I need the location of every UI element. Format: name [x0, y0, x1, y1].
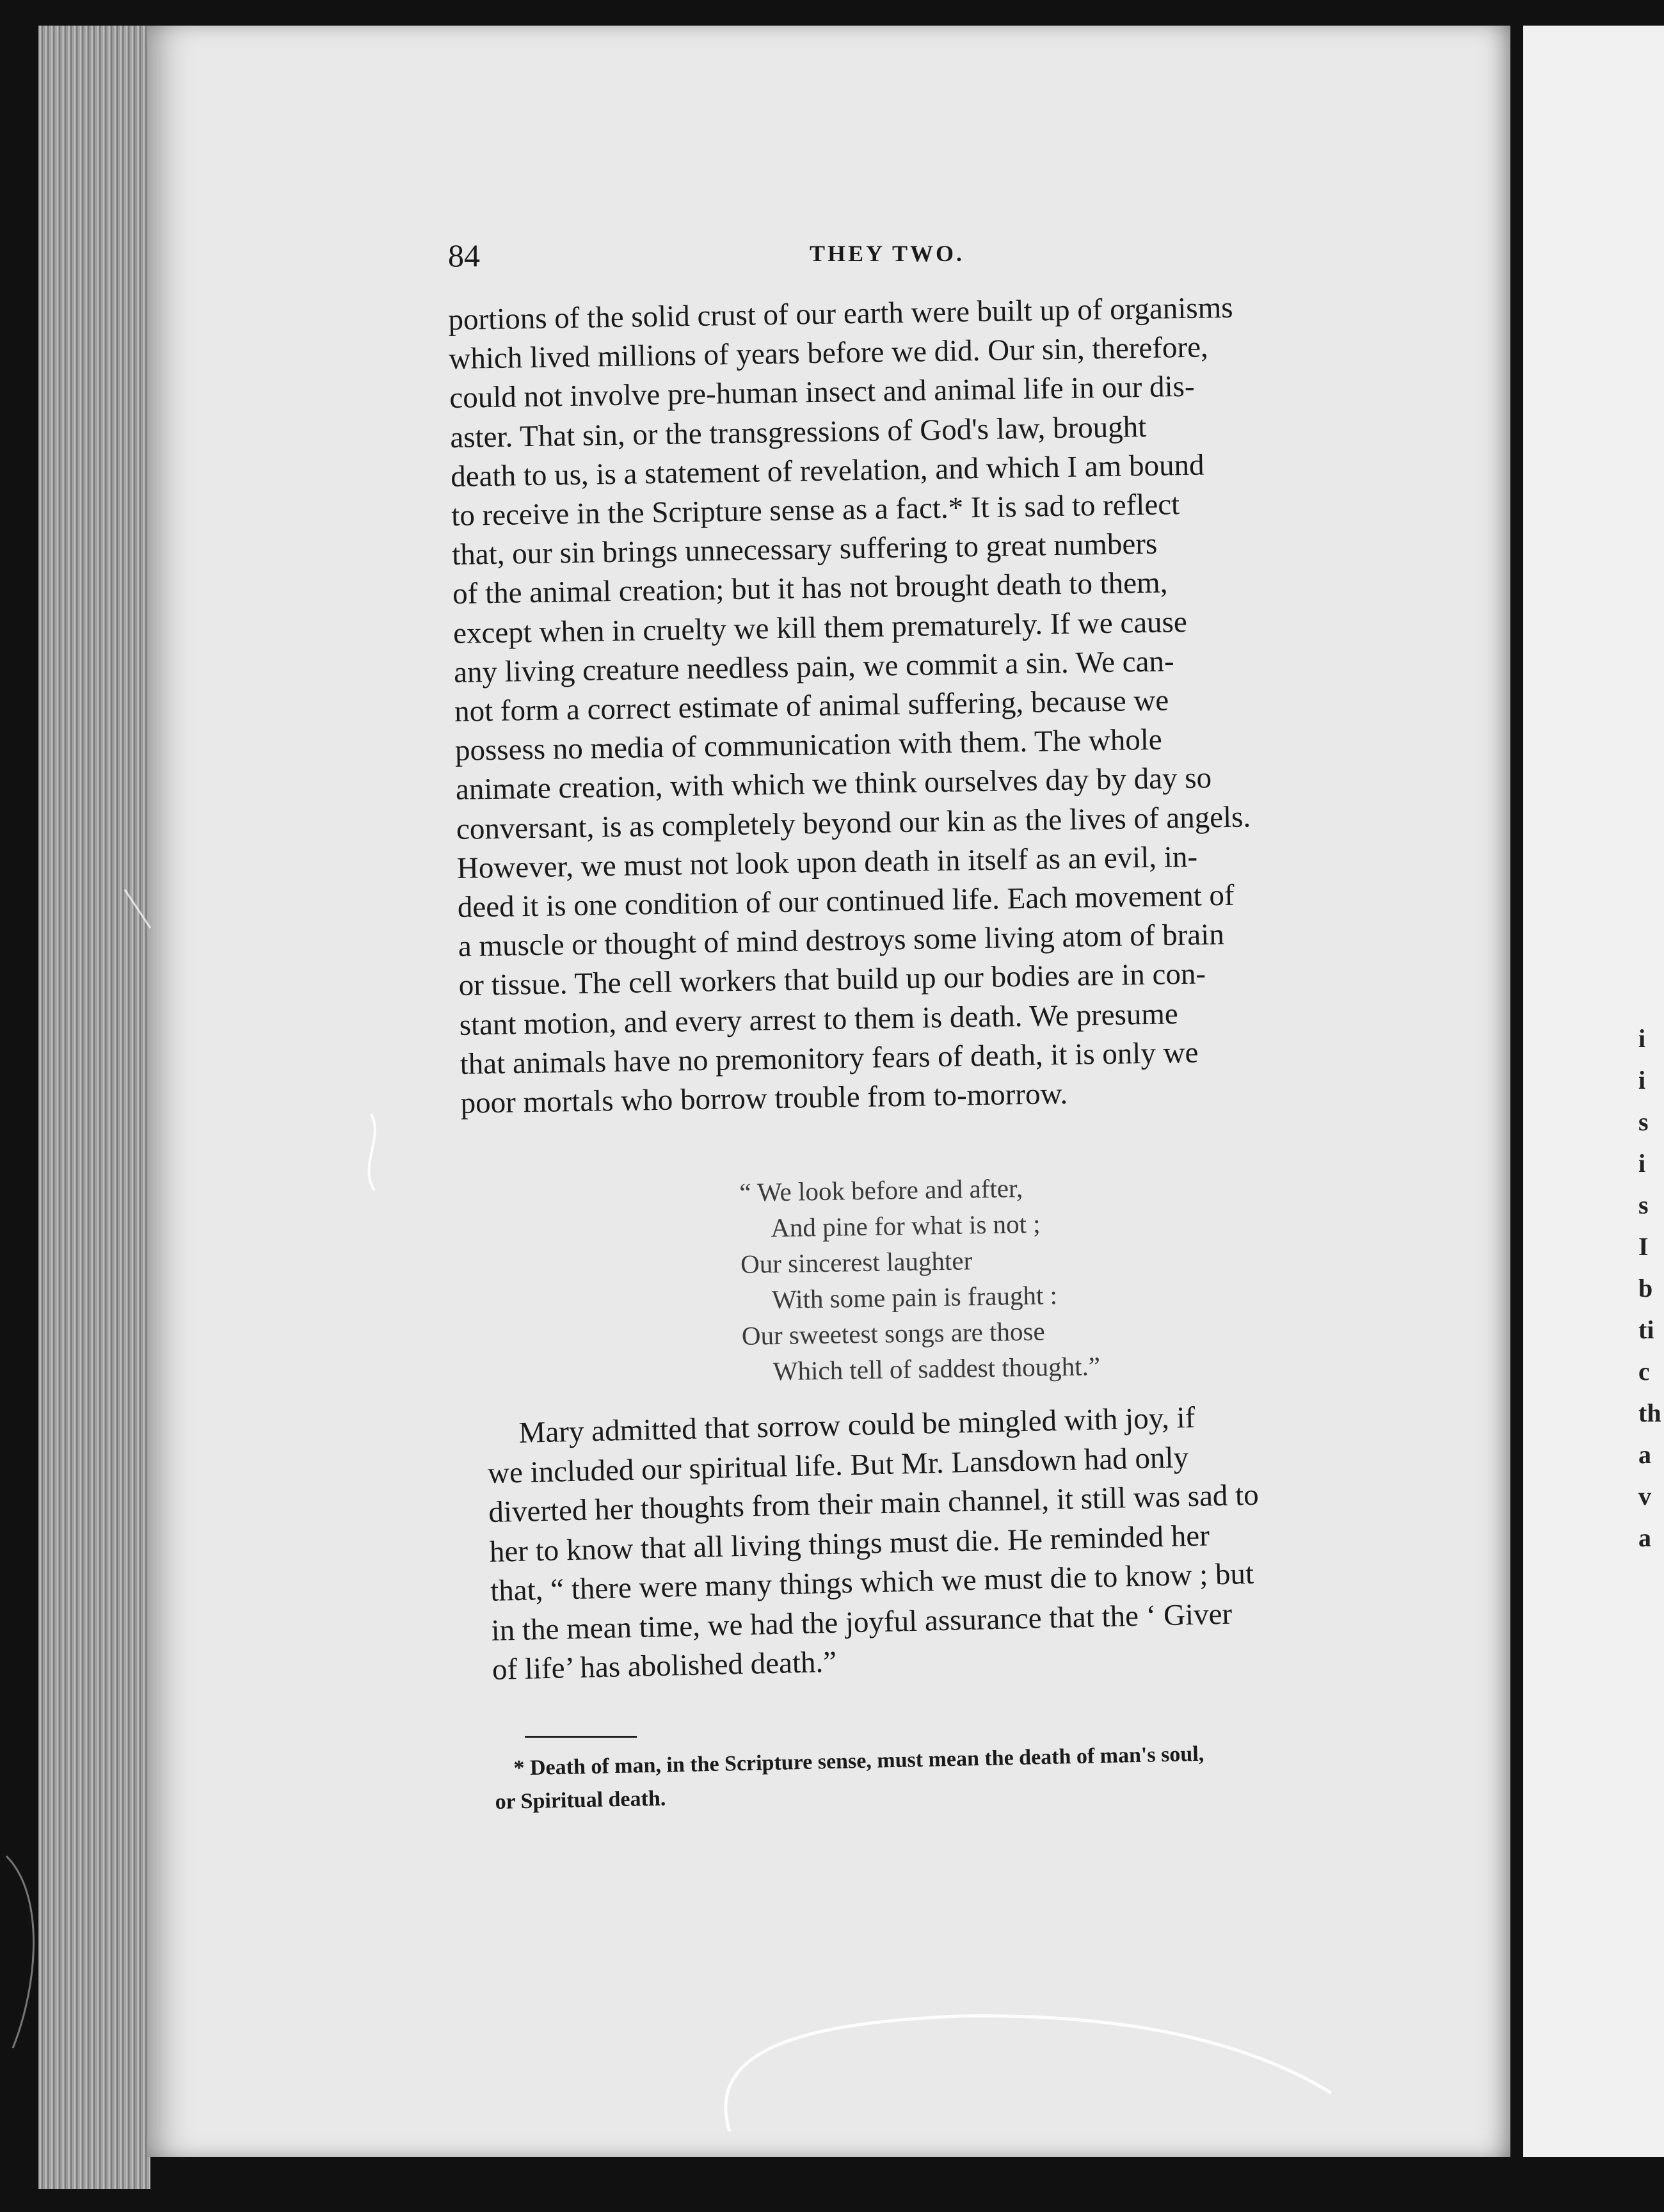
text-line: portions of the solid crust of our earth were built up of organisms: [448, 291, 1233, 337]
text-line: which lived millions of years before we did. Our sin, therefore,: [449, 330, 1209, 376]
facing-page-fragment: s: [1638, 1190, 1649, 1219]
text-line: death to us, is a statement of revelation, and which I am bound: [450, 448, 1204, 493]
facing-page-fragment: a: [1638, 1440, 1651, 1469]
footnote-line: or Spiritual death.: [495, 1786, 666, 1814]
text-line: of the animal creation; but it has not brought death to them,: [452, 566, 1168, 611]
page-number: 84: [448, 237, 480, 273]
text-line: possess no media of communication with them. The whole: [454, 723, 1163, 768]
text-line: stant motion, and every arrest to them is death. We presume: [459, 997, 1179, 1042]
text-line: that, “ there were many things which we must die to know ; but: [490, 1557, 1254, 1608]
text-line: could not involve pre-human insect and animal life in our dis-: [449, 370, 1195, 415]
verse-line: Our sweetest songs are those: [741, 1316, 1045, 1350]
running-title: THEY TWO.: [810, 241, 965, 266]
text-line: that, our sin brings unnecessary suffering to great numbers: [451, 527, 1158, 572]
facing-page-fragment: a: [1638, 1523, 1651, 1552]
text-line: a muscle or thought of mind destroys some living atom of brain: [458, 918, 1225, 964]
facing-page-fragment: i: [1638, 1149, 1646, 1178]
facing-page-fragment: I: [1638, 1232, 1649, 1261]
verse-line: With some pain is fraught :: [771, 1280, 1058, 1315]
text-line: conversant, is as completely beyond our kin as the lives of angels.: [456, 800, 1251, 846]
facing-page-fragment: th: [1638, 1399, 1661, 1427]
text-line: any living creature needless pain, we commit a sin. We can-: [453, 645, 1174, 689]
facing-page-fragment: v: [1638, 1482, 1651, 1511]
text-line: poor mortals who borrow trouble from to-morrow.: [460, 1077, 1068, 1120]
text-line: Mary admitted that sorrow could be mingled with joy, if: [518, 1400, 1196, 1450]
text-line: not form a correct estimate of animal suffering, because we: [454, 684, 1169, 728]
second-paragraph: [486, 1394, 1388, 1690]
text-line: of life’ has abolished death.”: [492, 1645, 837, 1687]
text-line: to receive in the Scripture sense as a fact.* It is sad to reflect: [451, 488, 1180, 533]
book-page-edges: [38, 26, 150, 2189]
text-line: we included our spiritual life. But Mr. Lansdown had only: [487, 1440, 1189, 1490]
text-line: her to know that all living things must die. He reminded her: [489, 1518, 1210, 1569]
text-line: in the mean time, we had the joyful assurance that the ‘ Giver: [491, 1597, 1233, 1647]
verse-line: And pine for what is not ;: [770, 1208, 1041, 1243]
text-line: aster. That sin, or the transgressions of God's law, brought: [449, 410, 1147, 454]
facing-page-fragment: i: [1638, 1024, 1646, 1053]
text-line: that animals have no premonitory fears of death, it is only we: [460, 1036, 1199, 1081]
facing-page-text: [1638, 1018, 1664, 1559]
facing-page-fragment: i: [1638, 1066, 1646, 1094]
verse-line: “ We look before and after,: [739, 1173, 1023, 1207]
text-line: diverted her thoughts from their main channel, it still was sad to: [488, 1478, 1260, 1529]
body-paragraph: [448, 287, 1357, 1123]
verse-line: Our sincerest laughter: [740, 1246, 973, 1279]
text-line: or tissue. The cell workers that build up our bodies are in con-: [458, 957, 1206, 1003]
verse-line: Which tell of saddest thought.”: [772, 1351, 1101, 1386]
facing-page-fragment: c: [1638, 1357, 1650, 1386]
facing-page-fragment: ti: [1638, 1315, 1654, 1344]
text-line: However, we must not look upon death in itself as an evil, in-: [456, 840, 1198, 885]
footnote-line: * Death of man, in the Scripture sense, must mean the death of man's soul,: [513, 1742, 1204, 1781]
verse-quotation: [739, 1166, 1254, 1390]
facing-page-fragment: s: [1638, 1107, 1649, 1136]
text-line: deed it is one condition of our continued life. Each movement of: [457, 878, 1235, 924]
footnote-divider: [525, 1736, 637, 1738]
text-line: animate creation, with which we think ourselves day by day so: [455, 761, 1212, 807]
facing-page-fragment: b: [1638, 1274, 1653, 1302]
text-line: except when in cruelty we kill them prematurely. If we cause: [452, 605, 1188, 650]
